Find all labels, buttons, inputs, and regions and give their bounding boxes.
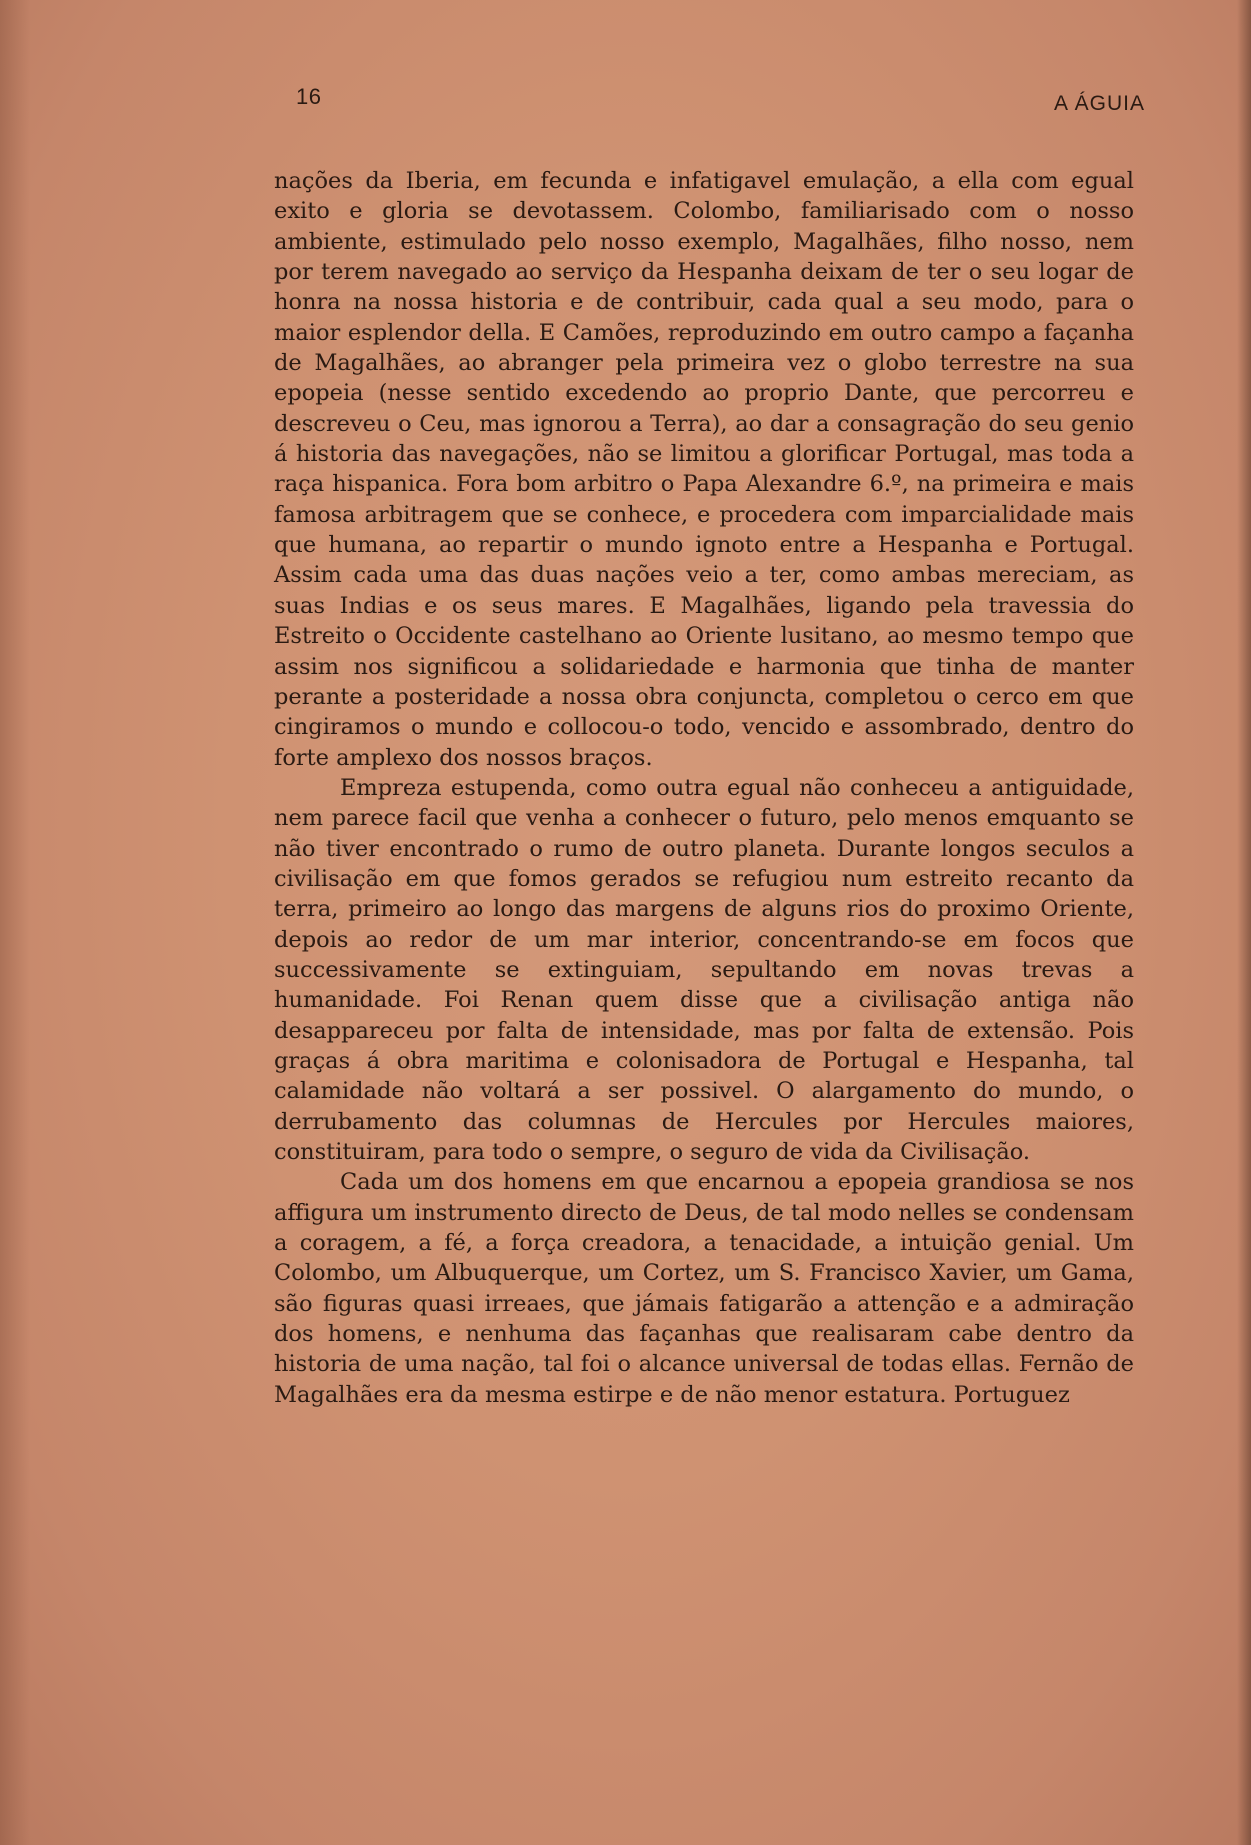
paragraph-2: Empreza estupenda, como outra egual não conheceu a antiguidade, nem parece facil que venha a conhecer o futuro, pelo menos emquanto se não tiver encontrado o rumo de outro planeta. Durante longos seculos a civilisação em que fomos gerados se refugiou num estreito recanto da terra, primeiro ao longo das margens de alguns rios do proximo Oriente, depois ao redor de um mar interior, concentrando-se em focos que successivamente se extinguiam, sepultando em novas trevas a humanidade. Foi Renan quem disse que a civilisação antiga não desappareceu por falta de intensidade, mas por falta de extensão. Pois graças á obra maritima e colonisadora de Portugal e Hespanha, tal calamidade não voltará a ser possivel. O alargamento do mundo, o derrubamento das columnas de Hercules por Hercules maiores, constituiram, para todo o sempre, o seguro de vida da Civilisação.	[274, 774, 1134, 1165]
paragraph-3: Cada um dos homens em que encarnou a epopeia grandiosa se nos affigura um instrumento directo de Deus, de tal modo nelles se condensam a coragem, a fé, a força creadora, a tenacidade, a intuição genial. Um Colombo, um Albuquerque, um Cortez, um S. Francisco Xavier, um Gama, são figuras quasi irreaes, que jámais fatigarão a attenção e a admiração dos homens, e nenhuma das façanhas que realisaram cabe dentro da historia de uma nação, tal foi o alcance universal de todas ellas. Fernão de Magalhães era da mesma estirpe e de não menor estatura. Portuguez	[274, 1169, 1134, 1408]
page-right-shadow	[1237, 0, 1251, 1845]
body-text	[274, 166, 1134, 1410]
page-left-shadow	[0, 0, 30, 1845]
page-number: 16	[296, 84, 322, 109]
paragraph-1: nações da Iberia, em fecunda e infatigavel emulação, a ella com egual exito e gloria se devotassem. Colombo, familiarisado com o nosso ambiente, estimulado pelo nosso exemplo, Magalhães, filho nosso, nem por terem navegado ao serviço da Hespanha deixam de ter o seu logar de honra na nossa historia e de contribuir, cada qual a seu modo, para o maior esplendor della. E Camões, reproduzindo em outro campo a façanha de Magalhães, ao abranger pela primeira vez o globo terrestre na sua epopeia (nesse sentido excedendo ao proprio Dante, que percorreu e descreveu o Ceu, mas ignorou a Terra), ao dar a consagração do seu genio á historia das navegações, não se limitou a glorificar Portugal, mas toda a raça hispanica. Fora bom arbitro o Papa Alexandre 6.º, na primeira e mais famosa arbitragem que se conhece, e procedera com imparcialidade mais que humana, ao repartir o mundo ignoto entre a Hespanha e Portugal. Assim cada uma das duas nações veio a ter, como ambas mereciam, as suas Indias e os seus mares. E Magalhães, ligando pela travessia do Estreito o Occidente castelhano ao Oriente lusitano, ao mesmo tempo que assim nos significou a solidariedade e harmonia que tinha de manter perante a posteridade a nossa obra conjuncta, completou o cerco em que cingiramos o mundo e collocou-o todo, vencido e assombrado, dentro do forte amplexo dos nossos braços.	[274, 168, 1134, 771]
running-title: A ÁGUIA	[1053, 92, 1145, 115]
